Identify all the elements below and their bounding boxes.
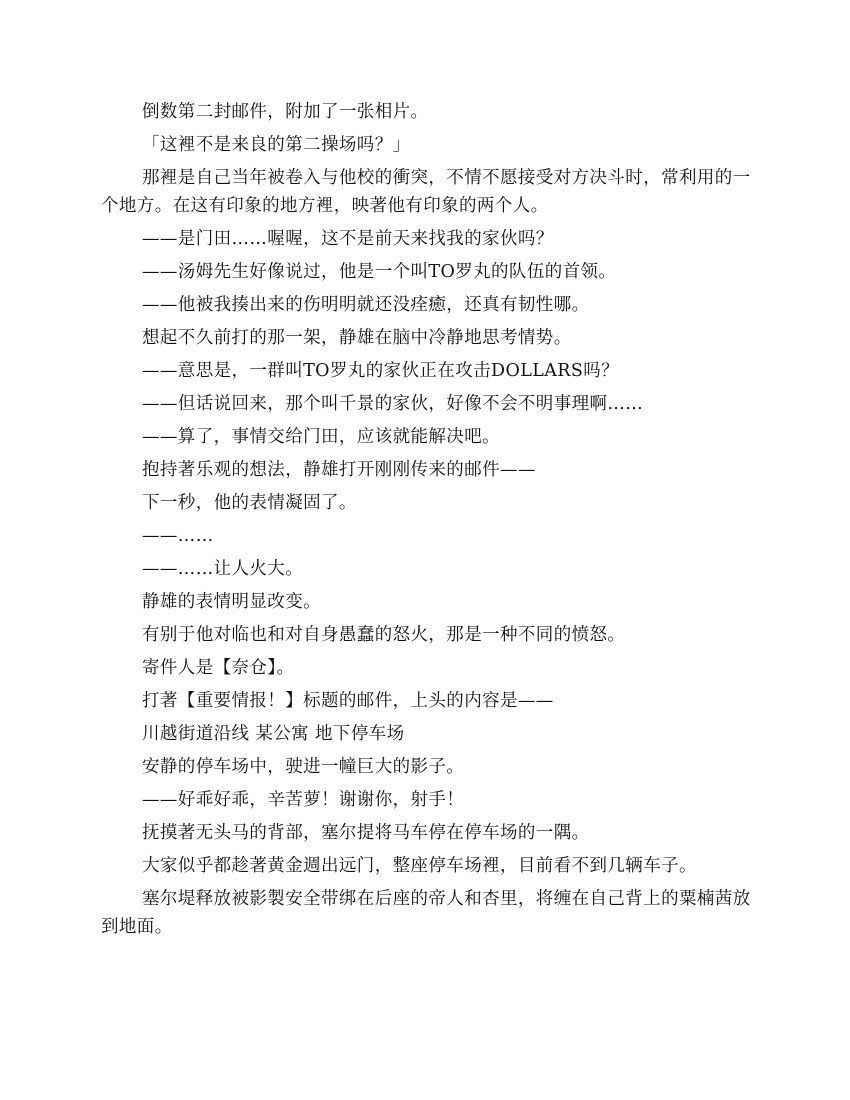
- section-heading-location: 川越街道沿线 某公寓 地下停车场: [142, 724, 405, 744]
- paragraph: 那裡是自己当年被卷入与他校的衝突，不情不愿接受对方决斗时，常利用的一个地方。在这有印象的地方裡，映著他有印象的两个人。: [101, 168, 751, 216]
- paragraph: 安静的停车场中，驶进一幢巨大的影子。: [142, 757, 465, 777]
- paragraph: 「这裡不是来良的第二操场吗？」: [142, 135, 411, 155]
- paragraph: 塞尔堤释放被影製安全带绑在后座的帝人和杏里，将缠在自己背上的粟楠茜放到地面。: [101, 889, 751, 937]
- paragraph: ——他被我揍出来的伤明明就还没痊癒，还真有韧性哪。: [142, 295, 590, 315]
- paragraph: 抚摸著无头马的背部，塞尔提将马车停在停车场的一隅。: [142, 823, 590, 843]
- novel-text-body: [101, 98, 751, 946]
- paragraph: 有别于他对临也和对自身愚蠢的怒火，那是一种不同的愤怒。: [142, 625, 626, 645]
- paragraph: ——汤姆先生好像说过，他是一个叫TO罗丸的队伍的首领。: [142, 262, 617, 282]
- paragraph: ——算了，事情交给门田，应该就能解决吧。: [142, 427, 500, 447]
- paragraph: 静雄的表情明显改变。: [142, 592, 321, 612]
- paragraph: ——是门田……喔喔，这不是前天来找我的家伙吗？: [142, 229, 554, 249]
- paragraph: ——但话说回来，那个叫千景的家伙，好像不会不明事理啊……: [142, 394, 644, 414]
- paragraph: ——……: [142, 526, 214, 546]
- paragraph: ——好乖好乖，辛苦萝！谢谢你，射手！: [142, 790, 465, 810]
- paragraph: 大家似乎都趁著黄金週出远门，整座停车场裡，目前看不到几辆车子。: [142, 856, 697, 876]
- paragraph: 倒数第二封邮件，附加了一张相片。: [142, 102, 429, 122]
- paragraph: 打著【重要情报！】标题的邮件，上头的内容是——: [142, 691, 554, 711]
- paragraph: 想起不久前打的那一架，静雄在脑中冷静地思考情势。: [142, 328, 572, 348]
- paragraph: ——意思是，一群叫TO罗丸的家伙正在攻击DOLLARS吗？: [142, 361, 620, 381]
- paragraph: ——……让人火大。: [142, 559, 304, 579]
- paragraph: 抱持著乐观的想法，静雄打开刚刚传来的邮件——: [142, 460, 536, 480]
- paragraph: 下一秒，他的表情凝固了。: [142, 493, 357, 513]
- paragraph: 寄件人是【奈仓】。: [142, 658, 295, 678]
